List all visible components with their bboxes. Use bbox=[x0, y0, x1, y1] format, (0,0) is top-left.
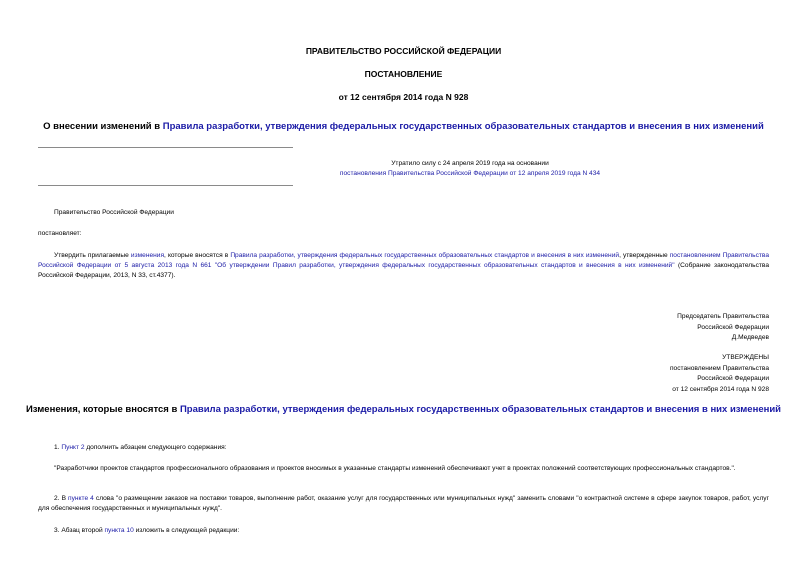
approved-line-2: постановлением Правительства bbox=[669, 364, 769, 372]
status-line: Утратило силу с 24 апреля 2019 года на основании bbox=[391, 160, 549, 167]
status-note bbox=[250, 159, 690, 179]
document-title-prefix: О внесении изменений в bbox=[43, 121, 163, 132]
document-title bbox=[0, 121, 807, 132]
item-1 bbox=[54, 443, 227, 453]
signature-name: Д.Медведев bbox=[731, 334, 769, 341]
divider-top bbox=[38, 147, 293, 148]
signature-position: Председатель Правительства bbox=[677, 313, 769, 320]
changes-title bbox=[0, 404, 807, 415]
item-2-text: слова "о размещении заказов на поставки товаров, выполнение работ, оказание услуг для государственных или муниципальных нужд" заменить словами "о контрактной системе в сфере закупок товаров, работ, услуг для обеспечения государственных и муниципальных нужд". bbox=[38, 495, 769, 512]
government-line: Правительство Российской Федерации bbox=[54, 209, 174, 216]
quote-paragraph: "Разработчики проектов стандартов профессионального образования и проектов вносимых в указанные стандарты изменений обеспечивают учет в проектах положений соответствующих профессиональных стандартов.". bbox=[54, 465, 736, 472]
approve-text-4: (Собрание законодательства Российской Федерации, 2013, N 33, ст.4377). bbox=[38, 262, 769, 279]
approve-text-1: Утвердить прилагаемые bbox=[54, 252, 131, 259]
rules-link-2[interactable]: Правила разработки, утверждения федеральных государственных образовательных стандартов и внесения в них изменений bbox=[230, 252, 620, 259]
document-type: ПОСТАНОВЛЕНИЕ bbox=[364, 69, 443, 79]
rules-link-3[interactable]: Правила разработки, утверждения федеральных государственных образовательных стандартов и внесения в них изменений bbox=[179, 404, 782, 415]
item-2-number: 2. В bbox=[54, 495, 69, 502]
item-3-number: 3. Абзац второй bbox=[54, 527, 105, 534]
decree-661-link[interactable]: постановлением Правительства Российской Федерации от 5 августа 2013 года N 661 "Об утверждении Правил разработки, утверждения федеральных государственных образовательных стандартов и внесения в них изменений" bbox=[38, 252, 769, 269]
item-2 bbox=[38, 494, 769, 514]
item-3-link[interactable]: пункта 10 bbox=[104, 527, 134, 534]
resolves-line: постановляет: bbox=[38, 230, 82, 237]
approve-text-2: , которые вносятся в bbox=[164, 252, 231, 259]
approved-line-4: от 12 сентября 2014 года N 928 bbox=[672, 385, 769, 393]
item-2-link[interactable]: пункте 4 bbox=[68, 495, 94, 502]
item-3-text: изложить в следующей редакции: bbox=[133, 527, 240, 534]
approve-paragraph bbox=[38, 251, 769, 281]
approve-text-3: , утвержденные bbox=[619, 252, 670, 259]
approved-heading: УТВЕРЖДЕНЫ bbox=[722, 354, 769, 361]
signature-block bbox=[677, 312, 769, 344]
item-3 bbox=[54, 526, 239, 536]
divider-bottom bbox=[38, 185, 293, 186]
approved-line-3: Российской Федерации bbox=[697, 375, 769, 382]
item-1-text: дополнить абзацем следующего содержания: bbox=[84, 444, 227, 451]
government-heading: ПРАВИТЕЛЬСТВО РОССИЙСКОЙ ФЕДЕРАЦИИ bbox=[305, 46, 502, 56]
rules-link[interactable]: Правила разработки, утверждения федеральных государственных образовательных стандартов и внесения в них изменений bbox=[162, 121, 764, 132]
repeal-decree-link[interactable]: постановления Правительства Российской Федерации от 12 апреля 2019 года N 434 bbox=[339, 170, 601, 177]
changes-link[interactable]: изменения bbox=[130, 252, 165, 259]
item-1-link[interactable]: Пункт 2 bbox=[61, 444, 85, 451]
item-1-number: 1. bbox=[54, 444, 62, 451]
signature-org: Российской Федерации bbox=[697, 323, 769, 331]
document-date-number: от 12 сентября 2014 года N 928 bbox=[338, 92, 469, 102]
changes-title-prefix: Изменения, которые вносятся в bbox=[25, 404, 180, 415]
approved-block bbox=[670, 353, 769, 395]
